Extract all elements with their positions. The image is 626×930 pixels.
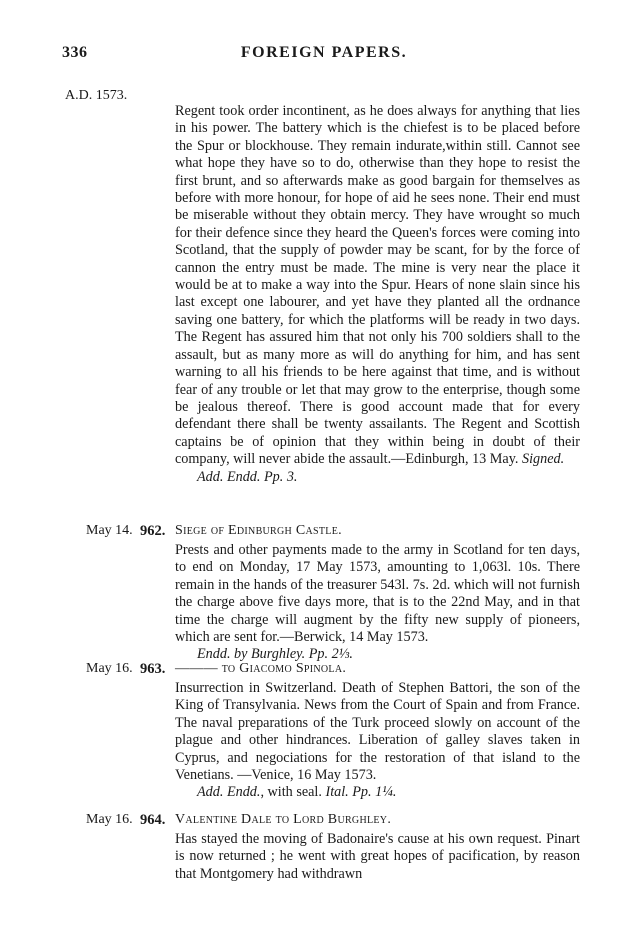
entry-body (175, 542, 580, 664)
entry-heading: ——— to Giacomo Spinola. (175, 661, 347, 676)
margin-year: A.D. 1573. (65, 88, 128, 103)
entry-meta: Add. Endd. Pp. 3. (197, 468, 298, 485)
page-header (62, 44, 586, 66)
entry-body (175, 680, 580, 802)
entry-text: Has stayed the moving of Badonaire's cause at his own request. Pinart is now returned ; he went with great hopes of pacification, by reason that Montgomery had withdrawn (175, 831, 580, 882)
running-title: FOREIGN PAPERS. (240, 44, 408, 61)
entry-heading: Valentine Dale to Lord Burghley. (175, 812, 392, 827)
signed-note: Signed. (522, 451, 565, 468)
entry-meta: Endd. by Burghley. Pp. 2⅓. (197, 646, 353, 663)
continued-entry (175, 103, 580, 486)
entry-body (175, 831, 580, 883)
entry-heading: Siege of Edinburgh Castle. (175, 523, 342, 538)
entry-number: 963. (140, 661, 166, 677)
entry-date: May 16. (86, 661, 133, 676)
page-number: 336 (62, 44, 88, 61)
entry-date: May 14. (86, 523, 133, 538)
entry-number: 964. (140, 812, 166, 828)
entry-text: Prests and other payments made to the army in Scotland for ten days, to end on Monday, 17 May 1573, amounting to 1,063l. 10s. There remain in the hands of the treasurer 543l. 7s. 2d. which will not furnish the charge above five days more, that is to the 22nd May, and in that time the charge will augment by the fifty new supply of pioneers, which are sent for.—Berwick, 14 May 1573. (175, 542, 580, 646)
entry-number: 962. (140, 523, 166, 539)
entry-date: May 16. (86, 812, 133, 827)
entry-meta: Add. Endd., with seal. Ital. Pp. 1¼. (197, 784, 397, 801)
entry-text: Insurrection in Switzerland. Death of Stephen Battori, the son of the King of Transylvania. News from the Court of Spain and from France. The naval preparations of the Turk proceed slowly on account of the plague and other hindrances. Liberation of galley slaves taken in Cyprus, and negociations for the restoration of that island to the Venetians. —Venice, 16 May 1573. (175, 680, 580, 784)
entry-text: Regent took order incontinent, as he does always for anything that lies in his power. The battery which is the chiefest is to be placed before the Spur or blockhouse. They remain indurate,within still. Cannot see what hope they have so to do, otherwise than they hope to resist the first brunt, and so afterwards make as good bargain for themselves as before with more honour, for hope of aid he sees none. Their end must be miserable without they obtain mercy. They have wrought so much for their defence since they heard the Queen's forces were coming into Scotland, that the supply of powder may be scant, for by the force of cannon the entry must be made. The mine is very near the place it would be at to make a way into the Spur. Hears of none slain since his last except one labourer, and yet have they planted all the ordnance saving one battery, for which the platforms will be ready in two days. The Regent has assured him that not only his 700 soldiers shall to the assault, but as many more as will do anything for him, and has sent warning to all his friends to be here against that time, and is without fear of any trouble or let that may grow to the enterprise, though some be jealous thereof. There is good account made that for every defendant there shall be twenty assailants. The Regent and Scottish captains be of opinion that they within being in doubt of their company, will never abide the assault.—Edinburgh, 13 May. Signed. (175, 103, 580, 468)
